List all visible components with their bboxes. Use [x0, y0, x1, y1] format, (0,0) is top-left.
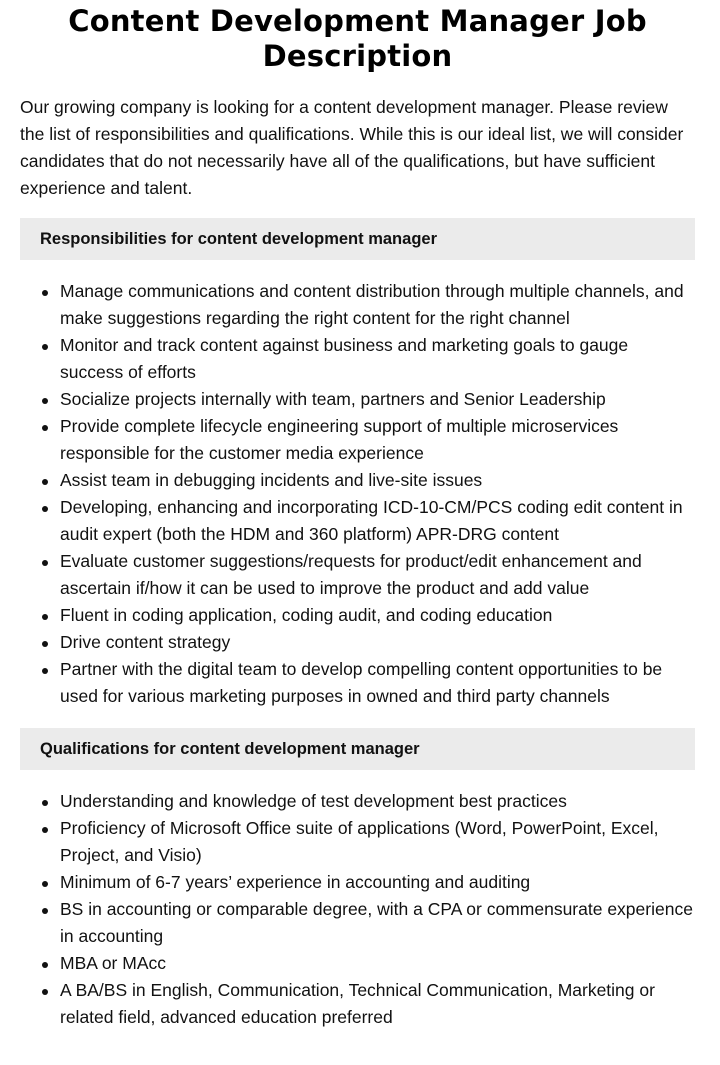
responsibility-item: Drive content strategy — [60, 629, 695, 656]
qualification-item: A BA/BS in English, Communication, Technical Communication, Marketing or related field, advanced education preferred — [60, 977, 695, 1031]
responsibility-item: Partner with the digital team to develop compelling content opportunities to be used for various marketing purposes in owned and third party channels — [60, 656, 695, 710]
intro-paragraph: Our growing company is looking for a content development manager. Please review the list of responsibilities and qualifications. While this is our ideal list, we will consider candidates that do not necessarily have all of the qualifications, but have sufficient experience and talent. — [20, 97, 684, 198]
qualification-item: BS in accounting or comparable degree, with a CPA or commensurate experience in accounting — [60, 896, 695, 950]
responsibility-item: Fluent in coding application, coding audit, and coding education — [60, 602, 695, 629]
responsibilities-list — [20, 278, 695, 710]
responsibility-item: Monitor and track content against business and marketing goals to gauge success of efforts — [60, 332, 695, 386]
page-title: Content Development Manager Job Description — [68, 4, 647, 73]
qualification-item: MBA or MAcc — [60, 950, 695, 977]
responsibility-item: Manage communications and content distribution through multiple channels, and make suggestions regarding the right content for the right channel — [60, 278, 695, 332]
qualifications-heading: Qualifications for content development manager — [20, 728, 695, 770]
responsibility-item: Evaluate customer suggestions/requests for product/edit enhancement and ascertain if/how it can be used to improve the product and add value — [60, 548, 695, 602]
responsibility-item: Developing, enhancing and incorporating ICD-10-CM/PCS coding edit content in audit expert (both the HDM and 360 platform) APR-DRG content — [60, 494, 695, 548]
responsibilities-heading: Responsibilities for content development manager — [20, 218, 695, 260]
qualification-item: Minimum of 6-7 years’ experience in accounting and auditing — [60, 869, 695, 896]
qualifications-list — [20, 788, 695, 1031]
responsibility-item: Assist team in debugging incidents and live-site issues — [60, 467, 695, 494]
qualification-item: Proficiency of Microsoft Office suite of applications (Word, PowerPoint, Excel, Project, and Visio) — [60, 815, 695, 869]
responsibility-item: Socialize projects internally with team, partners and Senior Leadership — [60, 386, 695, 413]
qualification-item: Understanding and knowledge of test development best practices — [60, 788, 695, 815]
responsibility-item: Provide complete lifecycle engineering support of multiple microservices responsible for the customer media experience — [60, 413, 695, 467]
